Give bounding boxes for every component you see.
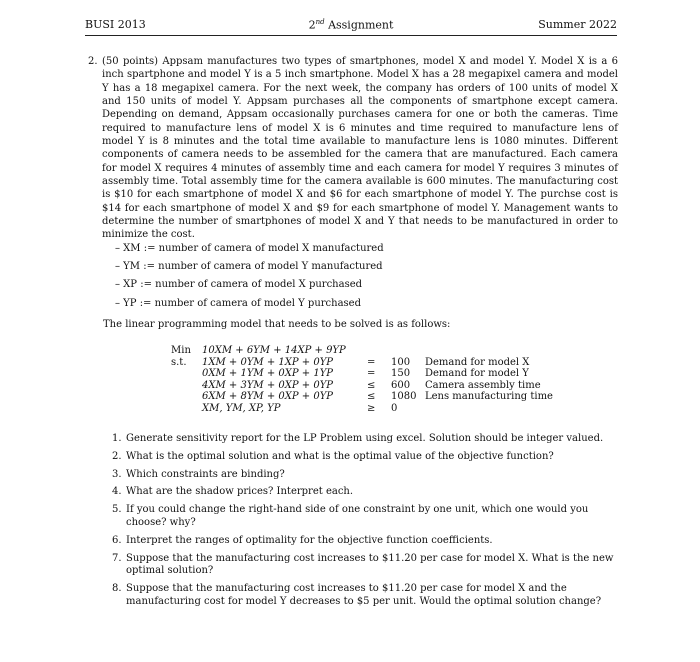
- variable-item: – XP := number of camera of model X purchased: [115, 279, 363, 291]
- constraint-relation: ≤: [367, 379, 376, 391]
- problem-text: (50 points) Appsam manufactures two types of smartphones, model X and model Y. Model X is a 6 inch spartphone and model Y is a 5 inch smartphone. Model X has a 28 megapixel camera and model Y has a 18 megapixel camera. For the next week, the company has orders of 100 units of model X and 150 units of model Y. Appsam purchases all the components of smartphone except camera. Depending on demand, Appsam occasionally purchases camera for one or both the cameras. Time required to manufacture lens of model X is 6 minutes and time required to manufacture lens of model Y is 8 minutes and the total time available to manufacture lens is 1080 minutes. Different components of camera needs to be assembled for the camera that are manufactured. Each camera for model X requires 4 minutes of assembly time and each camera for model Y requires 3 minutes of assembly time. Total assembly time for the camera available is 600 minutes. The manufacturing cost is $10 for each smartphone of model X and $6 for each smartphone of model Y. The purchse cost is $14 for each smartphone of model X and $9 for each smartphone of model Y. Management wants to determine the number of smartphones of model X and Y that needs to be manufactured in order to minimize the cost.: [102, 56, 618, 241]
- constraint-relation: =: [367, 368, 376, 380]
- constraint-description: Camera assembly time: [425, 379, 541, 391]
- variable-item: – YM := number of camera of model Y manufactured: [115, 261, 383, 273]
- question-item: 4. What are the shadow prices? Interpret each.: [112, 486, 354, 498]
- question-item: 6. Interpret the ranges of optimality for the objective function coefficients.: [112, 534, 493, 546]
- variable-item: – XM := number of camera of model X manufactured: [115, 243, 384, 254]
- problem-number: 2.: [88, 56, 98, 67]
- question-item: 8. Suppose that the manufacturing cost increases to $11.20 per case for model X and the manufacturing cost for model Y decreases to $5 per unit. Would the optimal solution change?: [112, 583, 602, 607]
- constraint-description: Demand for model X: [425, 356, 530, 368]
- page-header: [85, 18, 617, 34]
- constraint-description: Lens manufacturing time: [425, 391, 553, 403]
- st-label: s.t.: [171, 356, 187, 368]
- constraint-rhs: 600: [391, 379, 411, 391]
- objective-label: Min: [171, 345, 191, 356]
- constraint-rhs: 150: [391, 368, 411, 380]
- constraint-relation: =: [367, 356, 376, 368]
- constraint-expression: 1XM + 0YM + 1XP + 0YP: [202, 356, 334, 368]
- problem-statement: [88, 55, 618, 242]
- constraint-rhs: 100: [391, 356, 411, 368]
- constraint-relation: ≥: [367, 402, 376, 414]
- question-item: 2. What is the optimal solution and what is the optimal value of the objective function?: [112, 450, 554, 462]
- question-item: 1. Generate sensitivity report for the LP Problem using excel. Solution should be integer valued.: [112, 433, 604, 444]
- variable-definitions: [115, 240, 384, 313]
- constraint-relation: ≤: [367, 391, 376, 403]
- constraint-expression: 6XM + 8YM + 0XP + 0YP: [202, 391, 334, 403]
- constraint-expression: XM, YM, XP, YP: [202, 402, 281, 414]
- question-item: 7. Suppose that the manufacturing cost increases to $11.20 per case for model X. What is the new optimal solution?: [112, 552, 614, 577]
- constraint-expression: 0XM + 1YM + 0XP + 1YP: [202, 368, 334, 380]
- constraint-expression: 4XM + 3YM + 0XP + 0YP: [202, 379, 334, 391]
- question-item: 5. If you could change the right-hand side of one constraint by one unit, which one would you choose? why?: [112, 504, 589, 528]
- variable-item: – YP := number of camera of model Y purchased: [115, 297, 361, 309]
- course-code: BUSI 2013: [85, 18, 146, 31]
- constraint-rhs: 1080: [391, 391, 417, 403]
- question-list: [112, 433, 622, 614]
- lp-intro: The linear programming model that needs to be solved is as follows:: [103, 319, 451, 330]
- question-item: 3. Which constraints are binding?: [112, 468, 285, 480]
- assignment-title: 2nd Assignment: [308, 18, 394, 32]
- constraint-rhs: 0: [391, 402, 398, 414]
- constraint-description: Demand for model Y: [425, 368, 529, 380]
- term: Summer 2022: [538, 18, 617, 31]
- objective-expression: 10XM + 6YM + 14XP + 9YP: [202, 345, 346, 356]
- header-rule: [85, 35, 617, 36]
